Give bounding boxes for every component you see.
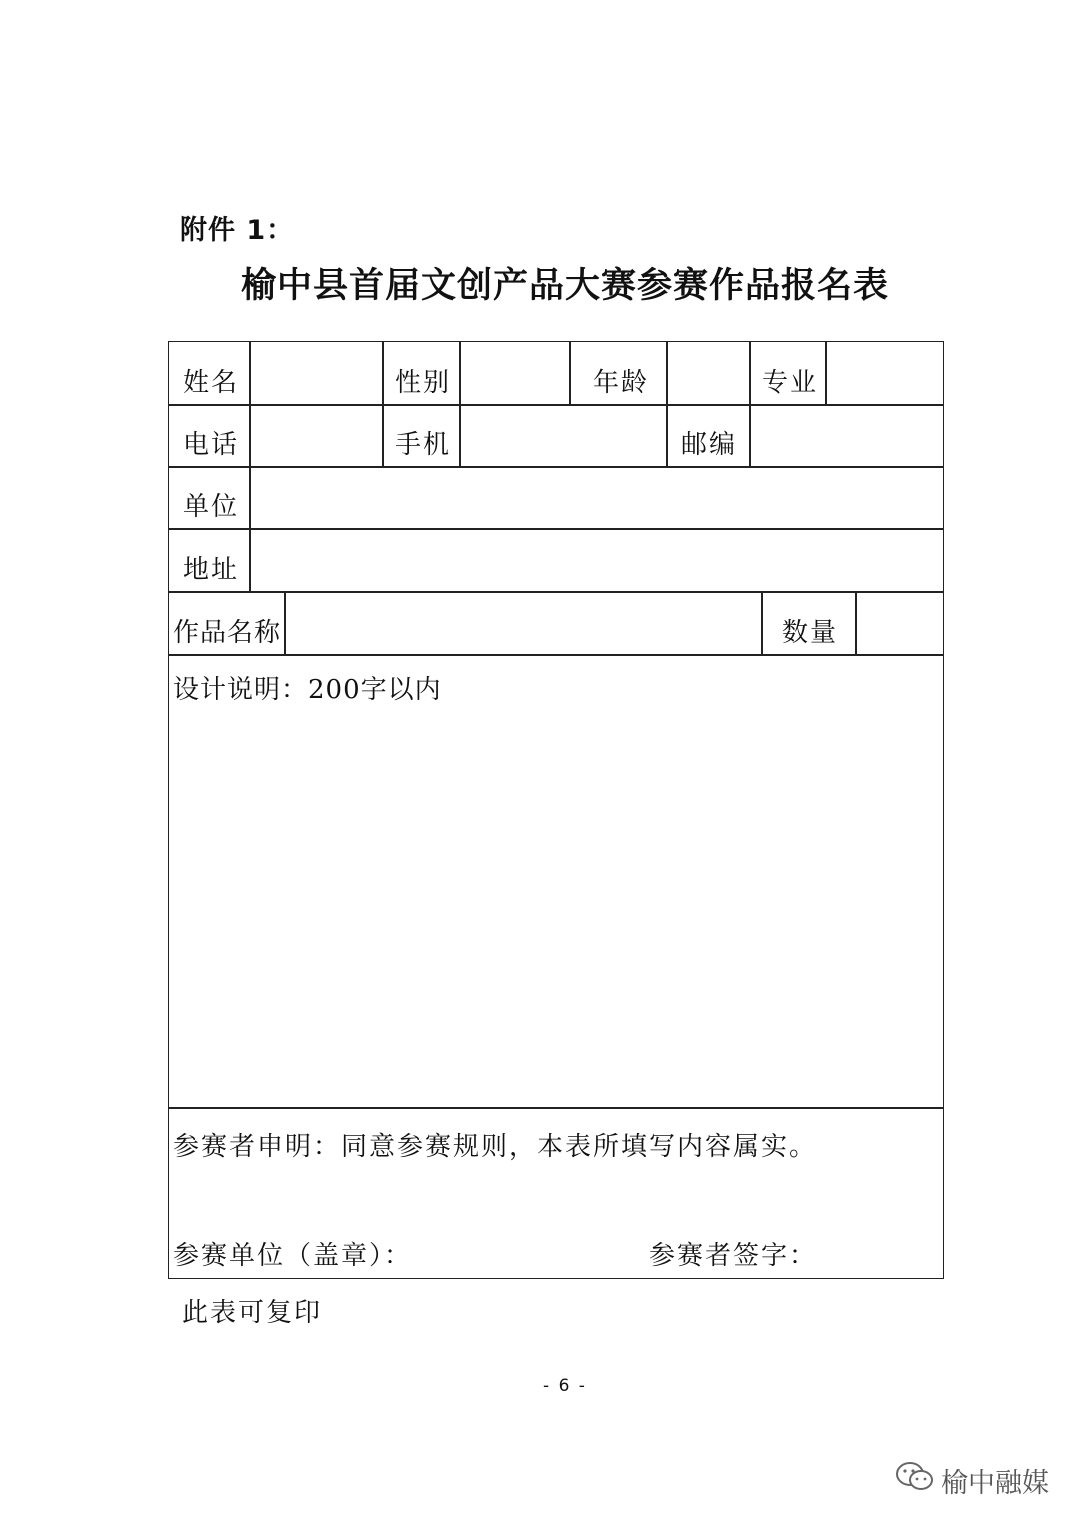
- phone-field[interactable]: [251, 406, 381, 465]
- label-major: 专业: [762, 368, 819, 398]
- label-gender: 性别: [395, 368, 452, 398]
- age-field[interactable]: [668, 344, 748, 403]
- design-description-field[interactable]: [171, 712, 941, 1105]
- work-name-field[interactable]: [286, 593, 760, 653]
- quantity-field[interactable]: [857, 593, 941, 653]
- design-description-label: 设计说明：200字以内: [173, 675, 442, 705]
- copy-note: 此表可复印: [182, 1298, 323, 1328]
- label-name: 姓名: [183, 368, 240, 398]
- unit-stamp-label: 参赛单位（盖章）：: [173, 1241, 413, 1271]
- label-mobile: 手机: [395, 430, 452, 460]
- label-quantity: 数量: [782, 618, 839, 648]
- name-field[interactable]: [251, 344, 381, 403]
- form-title: 榆中县首届文创产品大赛参赛作品报名表: [240, 265, 889, 306]
- major-field[interactable]: [827, 344, 941, 403]
- label-postcode: 邮编: [681, 430, 738, 460]
- unit-field[interactable]: [251, 468, 941, 527]
- attachment-label: 附件 1：: [180, 215, 295, 246]
- signature-label: 参赛者签字：: [649, 1241, 818, 1271]
- label-work-name: 作品名称: [173, 618, 282, 648]
- watermark: [895, 1460, 1049, 1501]
- label-phone: 电话: [183, 430, 240, 460]
- gender-field[interactable]: [461, 344, 568, 403]
- declaration-text: 参赛者申明：同意参赛规则，本表所填写内容属实。: [173, 1132, 818, 1162]
- label-age: 年龄: [593, 368, 650, 398]
- page-number: - 6 -: [543, 1376, 587, 1396]
- label-unit: 单位: [183, 492, 240, 522]
- registration-form-table: [168, 341, 944, 1279]
- wechat-icon: [895, 1460, 935, 1501]
- postcode-field[interactable]: [751, 406, 941, 465]
- label-address: 地址: [183, 555, 240, 585]
- watermark-text: 榆中融媒: [941, 1468, 1049, 1499]
- address-field[interactable]: [251, 530, 941, 590]
- mobile-field[interactable]: [461, 406, 665, 465]
